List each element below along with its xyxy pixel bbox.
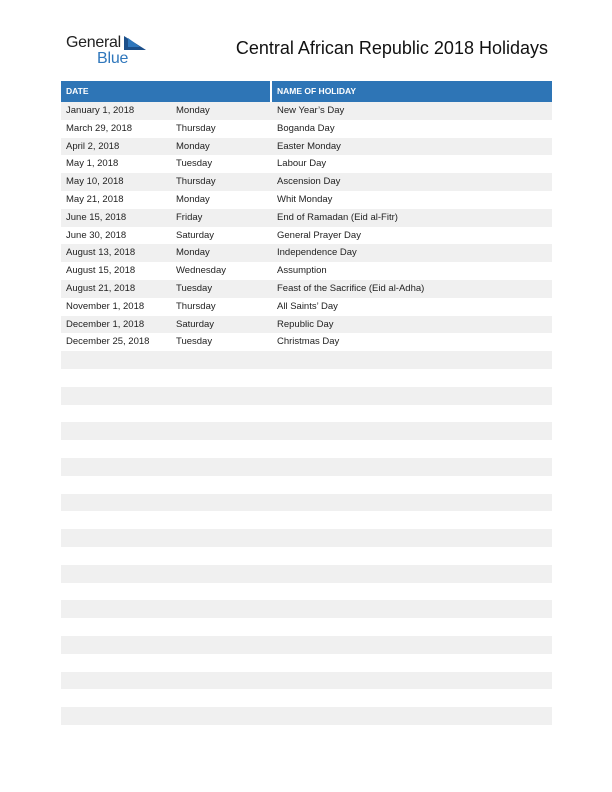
- empty-row: [61, 369, 552, 387]
- header-holiday-name: NAME OF HOLIDAY: [272, 81, 552, 102]
- cell-weekday: Saturday: [176, 318, 215, 330]
- cell-holiday-name: End of Ramadan (Eid al-Fitr): [277, 211, 398, 223]
- cell-date: May 1, 2018: [66, 158, 119, 170]
- logo-word-blue: Blue: [97, 50, 129, 67]
- empty-row: [61, 707, 552, 725]
- cell-weekday: Thursday: [176, 300, 216, 312]
- empty-row: [61, 689, 552, 707]
- cell-date: November 1, 2018: [66, 300, 145, 312]
- cell-date: August 21, 2018: [66, 282, 136, 294]
- empty-row: [61, 672, 552, 690]
- cell-weekday: Thursday: [176, 122, 216, 134]
- table-row: [61, 120, 552, 138]
- cell-date: December 1, 2018: [66, 318, 145, 330]
- empty-row: [61, 636, 552, 654]
- cell-date: March 29, 2018: [66, 122, 133, 134]
- logo-triangle-icon: [124, 36, 146, 50]
- empty-row: [61, 494, 552, 512]
- cell-date: May 10, 2018: [66, 176, 124, 188]
- page-title: Central African Republic 2018 Holidays: [235, 38, 548, 58]
- empty-row: [61, 725, 552, 743]
- empty-row: [61, 654, 552, 672]
- cell-weekday: Saturday: [176, 229, 215, 241]
- cell-holiday-name: Easter Monday: [277, 140, 341, 152]
- table-row: [61, 280, 552, 298]
- cell-date: May 21, 2018: [66, 193, 124, 205]
- cell-weekday: Monday: [176, 140, 210, 152]
- logo-word-general: General: [66, 34, 121, 51]
- cell-date: August 13, 2018: [66, 247, 136, 259]
- table-row: [61, 155, 552, 173]
- cell-weekday: Friday: [176, 211, 203, 223]
- empty-row: [61, 583, 552, 601]
- cell-holiday-name: Labour Day: [277, 158, 327, 170]
- cell-holiday-name: Feast of the Sacrifice (Eid al-Adha): [277, 282, 425, 294]
- empty-row: [61, 476, 552, 494]
- empty-row: [61, 387, 552, 405]
- cell-holiday-name: Ascension Day: [277, 176, 341, 188]
- cell-holiday-name: Republic Day: [277, 318, 334, 330]
- empty-row: [61, 422, 552, 440]
- empty-row: [61, 529, 552, 547]
- table-row: [61, 191, 552, 209]
- cell-holiday-name: Christmas Day: [277, 336, 340, 348]
- cell-holiday-name: Assumption: [277, 265, 327, 277]
- empty-row: [61, 618, 552, 636]
- header-date: DATE: [61, 81, 270, 102]
- table-row: [61, 262, 552, 280]
- cell-weekday: Monday: [176, 105, 210, 116]
- cell-date: January 1, 2018: [66, 105, 135, 116]
- cell-holiday-name: Boganda Day: [277, 122, 335, 134]
- cell-holiday-name: Whit Monday: [277, 193, 333, 205]
- cell-weekday: Monday: [176, 247, 210, 259]
- cell-date: June 15, 2018: [66, 211, 127, 223]
- cell-holiday-name: Independence Day: [277, 247, 357, 259]
- empty-row: [61, 600, 552, 618]
- table-row: [61, 227, 552, 245]
- empty-row: [61, 565, 552, 583]
- table-row: [61, 298, 552, 316]
- table-row: [61, 316, 552, 334]
- table-row: [61, 173, 552, 191]
- generalblue-logo: [66, 34, 156, 70]
- cell-date: August 15, 2018: [66, 265, 136, 277]
- cell-weekday: Monday: [176, 193, 210, 205]
- empty-row: [61, 351, 552, 369]
- table-body: [61, 102, 552, 743]
- holidays-table: [61, 81, 552, 743]
- cell-holiday-name: New Year’s Day: [277, 105, 345, 116]
- cell-date: December 25, 2018: [66, 336, 150, 348]
- cell-weekday: Tuesday: [176, 158, 213, 170]
- cell-holiday-name: General Prayer Day: [277, 229, 361, 241]
- empty-row: [61, 511, 552, 529]
- cell-weekday: Wednesday: [176, 265, 226, 277]
- cell-weekday: Tuesday: [176, 336, 213, 348]
- empty-row: [61, 458, 552, 476]
- table-row: [61, 333, 552, 351]
- empty-row: [61, 547, 552, 565]
- table-row: [61, 102, 552, 120]
- cell-date: June 30, 2018: [66, 229, 127, 241]
- table-row: [61, 138, 552, 156]
- table-row: [61, 244, 552, 262]
- empty-row: [61, 440, 552, 458]
- table-header: [61, 81, 552, 102]
- cell-date: April 2, 2018: [66, 140, 120, 152]
- cell-holiday-name: All Saints’ Day: [277, 300, 338, 312]
- cell-weekday: Thursday: [176, 176, 216, 188]
- cell-weekday: Tuesday: [176, 282, 213, 294]
- table-row: [61, 209, 552, 227]
- empty-row: [61, 405, 552, 423]
